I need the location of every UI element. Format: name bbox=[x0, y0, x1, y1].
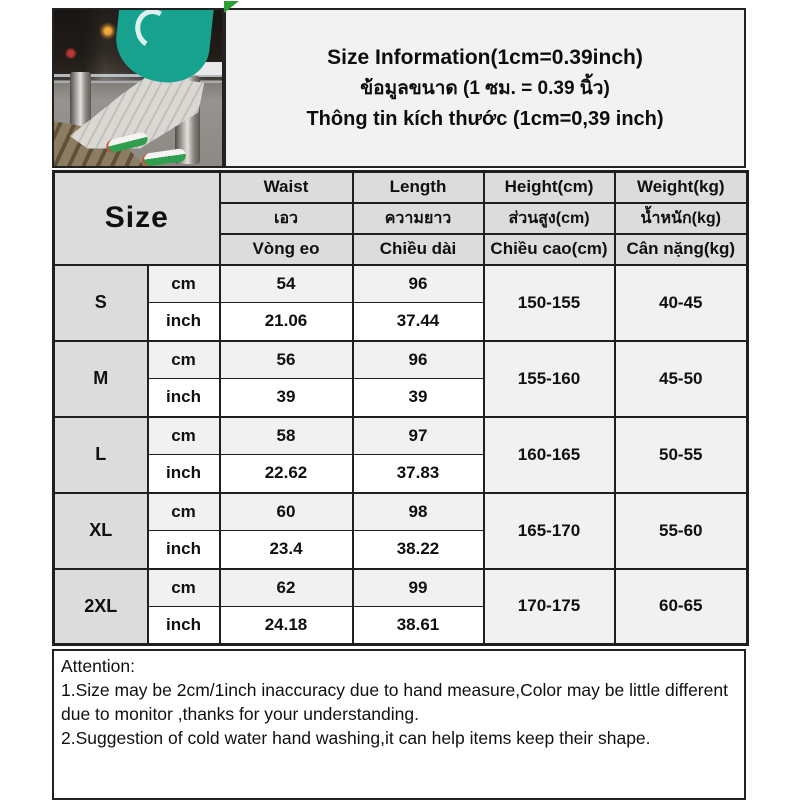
unit-label: cm bbox=[148, 417, 220, 455]
unit-label: cm bbox=[148, 341, 220, 379]
attention-line-2: 2.Suggestion of cold water hand washing,it can help items keep their shape. bbox=[61, 728, 651, 749]
size-label-2xl: 2XL bbox=[54, 569, 148, 645]
waist-cm-value: 62 bbox=[220, 569, 353, 607]
length-cm-value: 96 bbox=[353, 341, 484, 379]
col-header-height-vi: Chiều cao(cm) bbox=[484, 234, 615, 265]
unit-label: cm bbox=[148, 493, 220, 531]
height-range: 170-175 bbox=[484, 569, 615, 645]
waist-cm-value: 60 bbox=[220, 493, 353, 531]
size-table bbox=[52, 170, 749, 646]
col-header-waist: Waist bbox=[220, 172, 353, 203]
unit-label: cm bbox=[148, 569, 220, 607]
waist-inch-value: 21.06 bbox=[220, 303, 353, 341]
col-header-length-th: ความยาว bbox=[353, 203, 484, 234]
height-range: 155-160 bbox=[484, 341, 615, 417]
weight-range: 40-45 bbox=[615, 265, 748, 341]
waist-inch-value: 39 bbox=[220, 379, 353, 417]
unit-label: inch bbox=[148, 303, 220, 341]
header-row-english bbox=[54, 172, 748, 203]
col-header-height: Height(cm) bbox=[484, 172, 615, 203]
height-range: 160-165 bbox=[484, 417, 615, 493]
title-thai: ข้อมูลขนาด (1 ซม. = 0.39 นิ้ว) bbox=[360, 77, 610, 99]
product-photo bbox=[52, 8, 224, 168]
length-inch-value: 38.61 bbox=[353, 607, 484, 645]
table-row bbox=[54, 493, 748, 531]
length-cm-value: 99 bbox=[353, 569, 484, 607]
unit-label: inch bbox=[148, 531, 220, 569]
col-header-waist-th: เอว bbox=[220, 203, 353, 234]
height-range: 165-170 bbox=[484, 493, 615, 569]
waist-inch-value: 22.62 bbox=[220, 455, 353, 493]
height-range: 150-155 bbox=[484, 265, 615, 341]
length-inch-value: 39 bbox=[353, 379, 484, 417]
waist-cm-value: 54 bbox=[220, 265, 353, 303]
col-header-waist-vi: Vòng eo bbox=[220, 234, 353, 265]
col-header-height-th: ส่วนสูง(cm) bbox=[484, 203, 615, 234]
weight-range: 50-55 bbox=[615, 417, 748, 493]
length-inch-value: 37.83 bbox=[353, 455, 484, 493]
length-inch-value: 38.22 bbox=[353, 531, 484, 569]
waist-cm-value: 56 bbox=[220, 341, 353, 379]
table-row bbox=[54, 569, 748, 607]
length-cm-value: 97 bbox=[353, 417, 484, 455]
title-vietnamese: Thông tin kích thước (1cm=0,39 inch) bbox=[306, 107, 664, 130]
waist-inch-value: 23.4 bbox=[220, 531, 353, 569]
waist-cm-value: 58 bbox=[220, 417, 353, 455]
table-row bbox=[54, 341, 748, 379]
size-label-l: L bbox=[54, 417, 148, 493]
sneaker bbox=[141, 148, 186, 167]
attention-line-1: 1.Size may be 2cm/1inch inaccuracy due to hand measure,Color may be little different due to monitor ,thanks for your understanding. bbox=[61, 680, 728, 725]
col-header-weight-vi: Cân nặng(kg) bbox=[615, 234, 748, 265]
title-english: Size Information(1cm=0.39inch) bbox=[327, 45, 643, 69]
attention-heading: Attention: bbox=[61, 656, 135, 676]
green-corner-triangle-icon bbox=[224, 1, 239, 13]
size-label-m: M bbox=[54, 341, 148, 417]
table-row bbox=[54, 265, 748, 303]
attention-box bbox=[52, 649, 746, 800]
unit-label: inch bbox=[148, 379, 220, 417]
size-header-cell: Size bbox=[54, 172, 220, 265]
size-label-s: S bbox=[54, 265, 148, 341]
unit-label: cm bbox=[148, 265, 220, 303]
waist-inch-value: 24.18 bbox=[220, 607, 353, 645]
unit-label: inch bbox=[148, 455, 220, 493]
weight-range: 45-50 bbox=[615, 341, 748, 417]
col-header-weight-th: น้ำหนัก(kg) bbox=[615, 203, 748, 234]
length-cm-value: 96 bbox=[353, 265, 484, 303]
length-inch-value: 37.44 bbox=[353, 303, 484, 341]
table-row bbox=[54, 417, 748, 455]
title-box bbox=[224, 8, 746, 168]
size-label-xl: XL bbox=[54, 493, 148, 569]
weight-range: 55-60 bbox=[615, 493, 748, 569]
col-header-length: Length bbox=[353, 172, 484, 203]
unit-label: inch bbox=[148, 607, 220, 645]
top-section bbox=[52, 8, 746, 168]
length-cm-value: 98 bbox=[353, 493, 484, 531]
col-header-weight: Weight(kg) bbox=[615, 172, 748, 203]
col-header-length-vi: Chiều dài bbox=[353, 234, 484, 265]
weight-range: 60-65 bbox=[615, 569, 748, 645]
size-chart-page bbox=[52, 8, 746, 800]
